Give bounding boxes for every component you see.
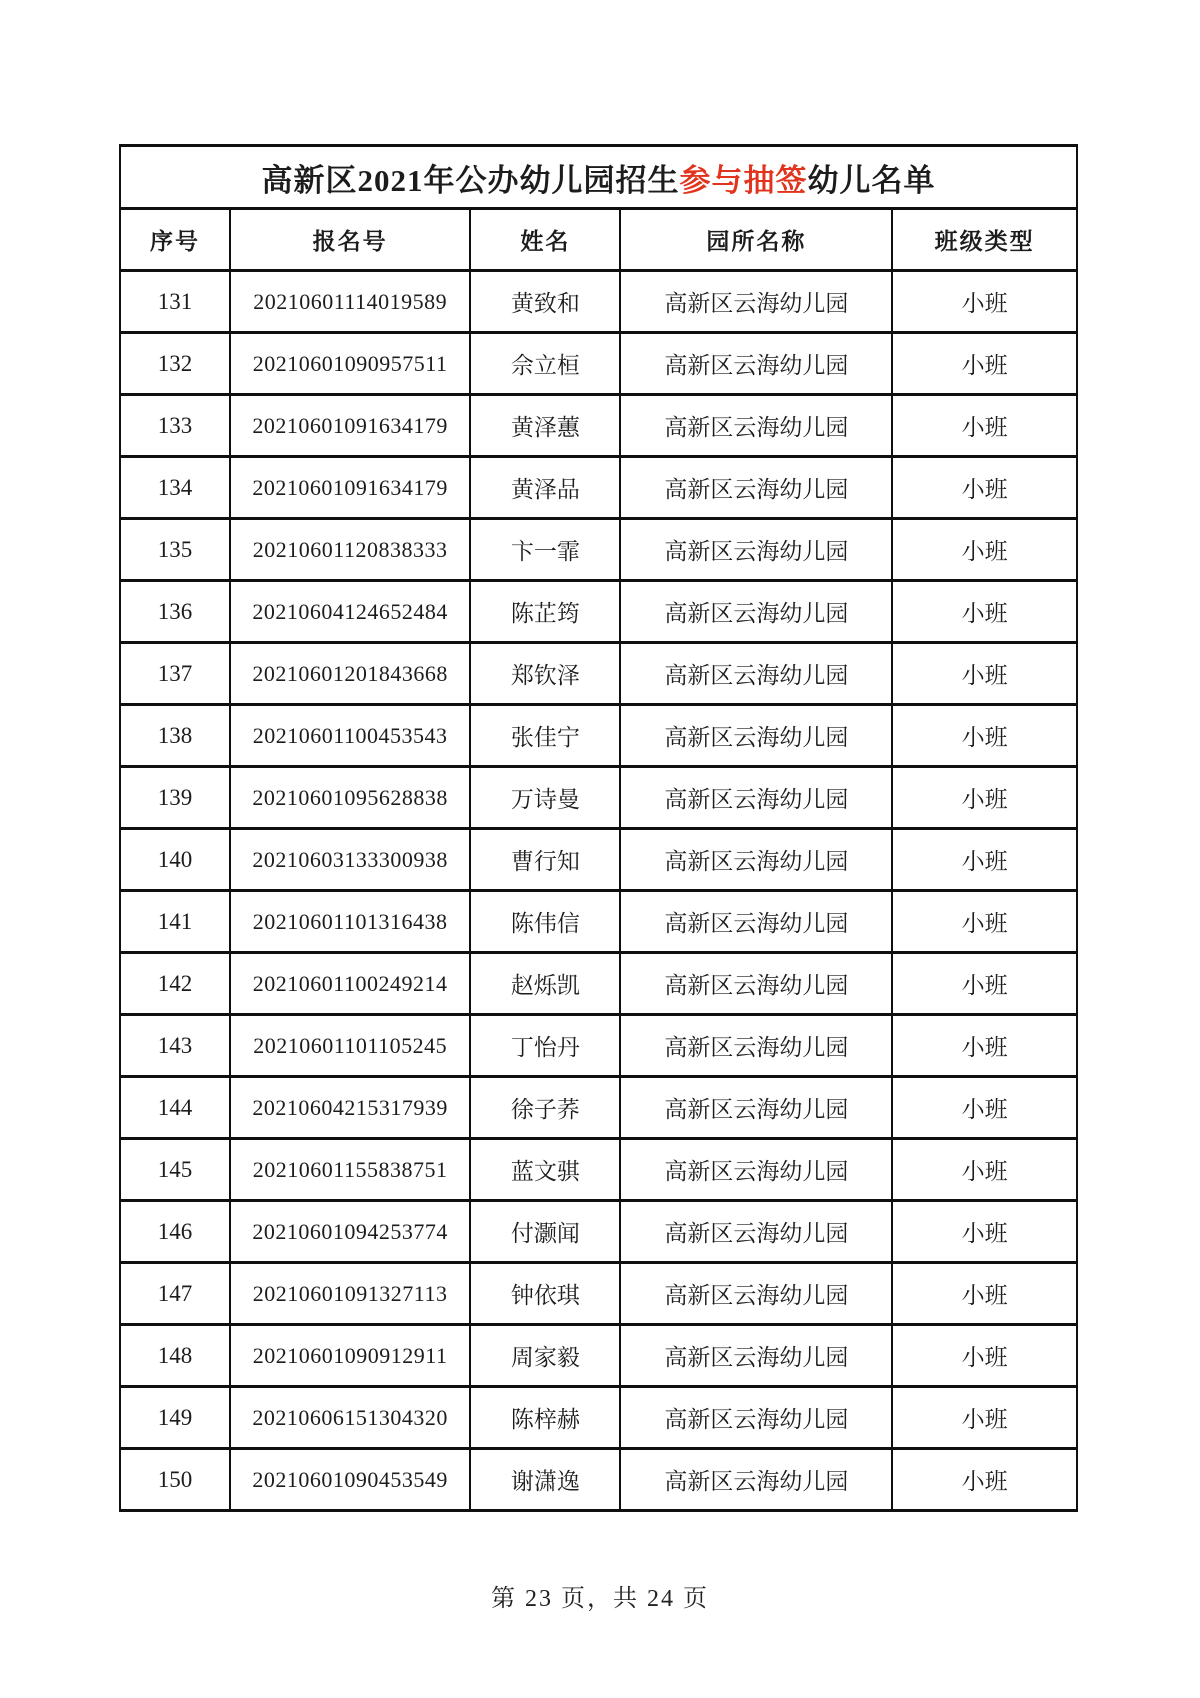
- column-header-kindergarten: 园所名称: [620, 209, 892, 271]
- kindergarten-cell: 高新区云海幼儿园: [620, 767, 892, 829]
- table-row: [120, 271, 1077, 333]
- table-row: [120, 333, 1077, 395]
- name-cell: 蓝文骐: [470, 1139, 620, 1201]
- kindergarten-cell: 高新区云海幼儿园: [620, 1077, 892, 1139]
- serial-cell: 145: [120, 1139, 230, 1201]
- serial-cell: 149: [120, 1387, 230, 1449]
- registration-cell: 20210601101316438: [230, 891, 470, 953]
- serial-cell: 136: [120, 581, 230, 643]
- serial-cell: 135: [120, 519, 230, 581]
- name-cell: 曹行知: [470, 829, 620, 891]
- table-row: [120, 953, 1077, 1015]
- table-row: [120, 829, 1077, 891]
- serial-cell: 132: [120, 333, 230, 395]
- name-cell: 徐子荞: [470, 1077, 620, 1139]
- table-row: [120, 1325, 1077, 1387]
- kindergarten-cell: 高新区云海幼儿园: [620, 333, 892, 395]
- name-cell: 陈伟信: [470, 891, 620, 953]
- class-type-cell: 小班: [892, 333, 1077, 395]
- name-cell: 付灏闻: [470, 1201, 620, 1263]
- class-type-cell: 小班: [892, 457, 1077, 519]
- table-header-row: [120, 209, 1077, 271]
- table-row: [120, 1387, 1077, 1449]
- class-type-cell: 小班: [892, 271, 1077, 333]
- table-row: [120, 1449, 1077, 1511]
- serial-cell: 143: [120, 1015, 230, 1077]
- table-row: [120, 1201, 1077, 1263]
- registration-cell: 20210601095628838: [230, 767, 470, 829]
- title-prefix: 高新区2021年公办幼儿园招生: [261, 162, 680, 198]
- table-row: [120, 1139, 1077, 1201]
- serial-cell: 139: [120, 767, 230, 829]
- table-body: [120, 271, 1077, 1511]
- column-header-class-type: 班级类型: [892, 209, 1077, 271]
- title-highlight: 参与抽签: [679, 162, 808, 198]
- class-type-cell: 小班: [892, 1263, 1077, 1325]
- serial-cell: 137: [120, 643, 230, 705]
- class-type-cell: 小班: [892, 705, 1077, 767]
- kindergarten-cell: 高新区云海幼儿园: [620, 643, 892, 705]
- class-type-cell: 小班: [892, 519, 1077, 581]
- class-type-cell: 小班: [892, 891, 1077, 953]
- serial-cell: 146: [120, 1201, 230, 1263]
- registration-cell: 20210601100453543: [230, 705, 470, 767]
- name-cell: 钟依琪: [470, 1263, 620, 1325]
- serial-cell: 147: [120, 1263, 230, 1325]
- kindergarten-cell: 高新区云海幼儿园: [620, 581, 892, 643]
- class-type-cell: 小班: [892, 953, 1077, 1015]
- kindergarten-cell: 高新区云海幼儿园: [620, 1387, 892, 1449]
- registration-cell: 20210601094253774: [230, 1201, 470, 1263]
- name-cell: 丁怡丹: [470, 1015, 620, 1077]
- table-row: [120, 1263, 1077, 1325]
- table-title-row: [120, 146, 1077, 209]
- registration-cell: 20210604215317939: [230, 1077, 470, 1139]
- kindergarten-cell: 高新区云海幼儿园: [620, 1201, 892, 1263]
- kindergarten-cell: 高新区云海幼儿园: [620, 953, 892, 1015]
- registration-cell: 20210601155838751: [230, 1139, 470, 1201]
- name-cell: 卞一霏: [470, 519, 620, 581]
- registration-cell: 20210601091634179: [230, 395, 470, 457]
- kindergarten-cell: 高新区云海幼儿园: [620, 271, 892, 333]
- class-type-cell: 小班: [892, 1201, 1077, 1263]
- table-row: [120, 519, 1077, 581]
- page-number: 第 23 页，共 24 页: [491, 1586, 709, 1612]
- class-type-cell: 小班: [892, 1387, 1077, 1449]
- table-row: [120, 767, 1077, 829]
- registration-cell: 20210601201843668: [230, 643, 470, 705]
- kindergarten-cell: 高新区云海幼儿园: [620, 891, 892, 953]
- class-type-cell: 小班: [892, 1015, 1077, 1077]
- serial-cell: 131: [120, 271, 230, 333]
- table-row: [120, 1077, 1077, 1139]
- name-cell: 黄泽品: [470, 457, 620, 519]
- serial-cell: 144: [120, 1077, 230, 1139]
- table-title: [120, 146, 1077, 209]
- name-cell: 谢潇逸: [470, 1449, 620, 1511]
- class-type-cell: 小班: [892, 1325, 1077, 1387]
- name-cell: 陈芷筠: [470, 581, 620, 643]
- kindergarten-cell: 高新区云海幼儿园: [620, 1015, 892, 1077]
- roster-table: [119, 144, 1078, 1512]
- class-type-cell: 小班: [892, 767, 1077, 829]
- column-header-name: 姓名: [470, 209, 620, 271]
- kindergarten-cell: 高新区云海幼儿园: [620, 395, 892, 457]
- table-row: [120, 457, 1077, 519]
- class-type-cell: 小班: [892, 643, 1077, 705]
- table-row: [120, 1015, 1077, 1077]
- name-cell: 赵烁凯: [470, 953, 620, 1015]
- name-cell: 万诗曼: [470, 767, 620, 829]
- serial-cell: 133: [120, 395, 230, 457]
- registration-cell: 20210601100249214: [230, 953, 470, 1015]
- registration-cell: 20210601090912911: [230, 1325, 470, 1387]
- registration-cell: 20210601101105245: [230, 1015, 470, 1077]
- serial-cell: 150: [120, 1449, 230, 1511]
- title-suffix: 幼儿名单: [807, 162, 936, 198]
- name-cell: 陈梓赫: [470, 1387, 620, 1449]
- registration-cell: 20210604124652484: [230, 581, 470, 643]
- registration-cell: 20210603133300938: [230, 829, 470, 891]
- kindergarten-cell: 高新区云海幼儿园: [620, 829, 892, 891]
- table-row: [120, 643, 1077, 705]
- serial-cell: 142: [120, 953, 230, 1015]
- kindergarten-cell: 高新区云海幼儿园: [620, 705, 892, 767]
- kindergarten-cell: 高新区云海幼儿园: [620, 1139, 892, 1201]
- registration-cell: 20210606151304320: [230, 1387, 470, 1449]
- column-header-registration: 报名号: [230, 209, 470, 271]
- class-type-cell: 小班: [892, 395, 1077, 457]
- registration-cell: 20210601114019589: [230, 271, 470, 333]
- name-cell: 张佳宁: [470, 705, 620, 767]
- kindergarten-cell: 高新区云海幼儿园: [620, 519, 892, 581]
- name-cell: 黄致和: [470, 271, 620, 333]
- column-header-serial: 序号: [120, 209, 230, 271]
- serial-cell: 148: [120, 1325, 230, 1387]
- class-type-cell: 小班: [892, 1139, 1077, 1201]
- registration-cell: 20210601091634179: [230, 457, 470, 519]
- registration-cell: 20210601091327113: [230, 1263, 470, 1325]
- serial-cell: 138: [120, 705, 230, 767]
- kindergarten-cell: 高新区云海幼儿园: [620, 1325, 892, 1387]
- registration-cell: 20210601090453549: [230, 1449, 470, 1511]
- class-type-cell: 小班: [892, 581, 1077, 643]
- name-cell: 黄泽蕙: [470, 395, 620, 457]
- table-row: [120, 891, 1077, 953]
- class-type-cell: 小班: [892, 1077, 1077, 1139]
- table-row: [120, 395, 1077, 457]
- name-cell: 周家毅: [470, 1325, 620, 1387]
- table-row: [120, 705, 1077, 767]
- table-row: [120, 581, 1077, 643]
- class-type-cell: 小班: [892, 1449, 1077, 1511]
- name-cell: 郑钦泽: [470, 643, 620, 705]
- kindergarten-cell: 高新区云海幼儿园: [620, 457, 892, 519]
- serial-cell: 134: [120, 457, 230, 519]
- kindergarten-cell: 高新区云海幼儿园: [620, 1263, 892, 1325]
- serial-cell: 141: [120, 891, 230, 953]
- registration-cell: 20210601120838333: [230, 519, 470, 581]
- registration-cell: 20210601090957511: [230, 333, 470, 395]
- serial-cell: 140: [120, 829, 230, 891]
- name-cell: 佘立桓: [470, 333, 620, 395]
- kindergarten-cell: 高新区云海幼儿园: [620, 1449, 892, 1511]
- class-type-cell: 小班: [892, 829, 1077, 891]
